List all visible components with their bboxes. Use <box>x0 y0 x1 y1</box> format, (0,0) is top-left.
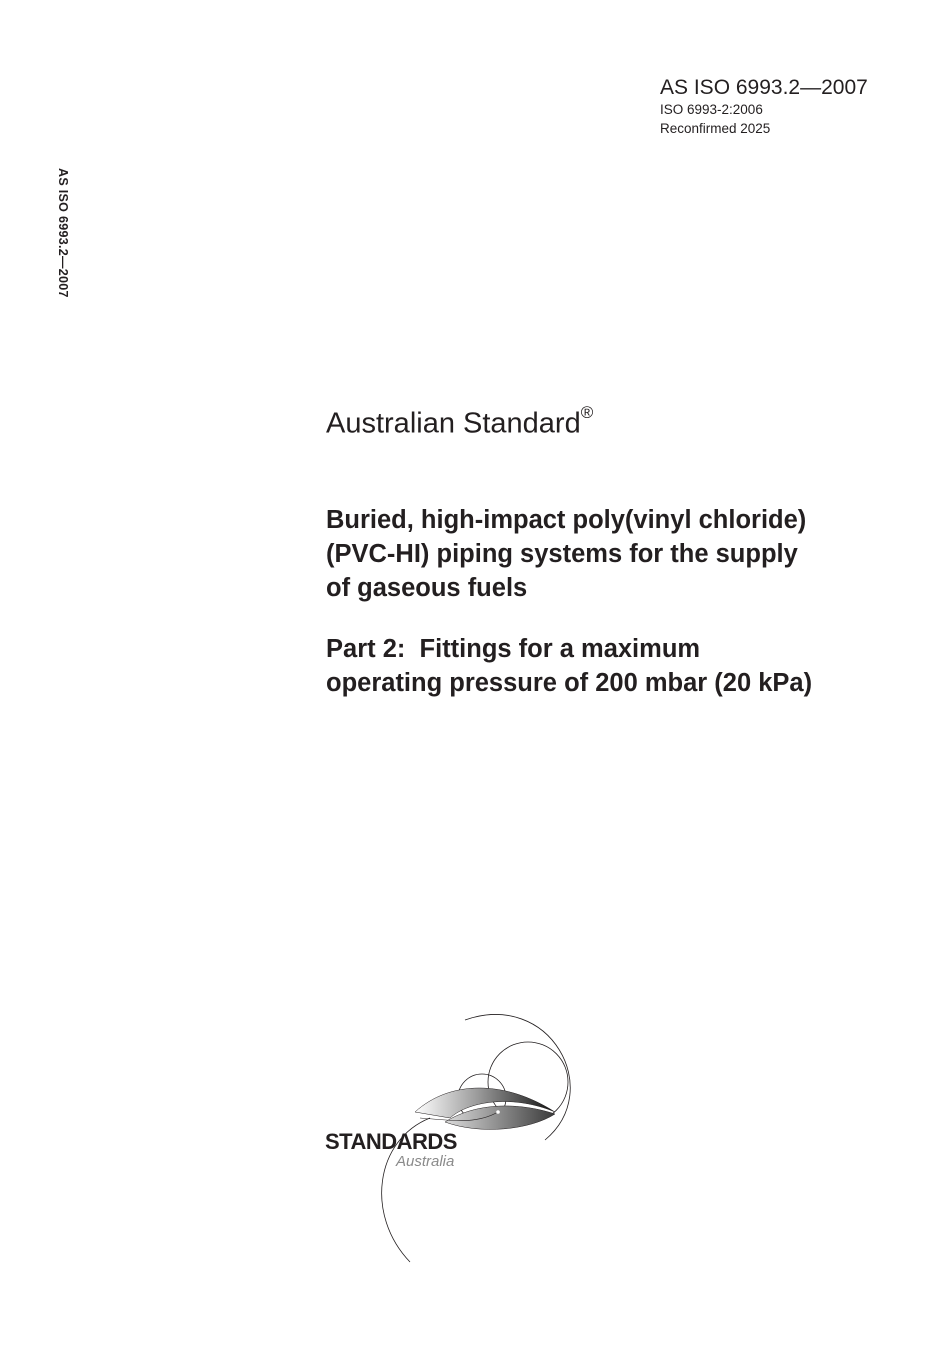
spine-document-code: AS ISO 6993.2—2007 <box>56 168 70 298</box>
document-header <box>660 76 920 138</box>
document-title <box>326 503 916 605</box>
standard-designation: AS ISO 6993.2—2007 <box>660 76 868 99</box>
iso-reference: ISO 6993-2:2006 <box>660 102 763 117</box>
title-line: Buried, high-impact poly(vinyl chloride) <box>326 506 807 534</box>
standard-type-label <box>326 397 593 444</box>
part-title-line: Part 2: Fittings for a maximum <box>326 635 701 663</box>
standard-type-text: Australian Standard <box>326 407 581 440</box>
logo-wordmark: STANDARDS <box>325 1129 457 1154</box>
registered-mark: ® <box>580 403 594 422</box>
title-line: (PVC-HI) piping systems for the supply <box>326 540 798 568</box>
reconfirmed-note: Reconfirmed 2025 <box>660 121 771 136</box>
standards-australia-logo <box>320 1000 600 1270</box>
document-part-title <box>326 632 916 700</box>
title-line: of gaseous fuels <box>326 574 528 602</box>
standards-australia-swirl-icon <box>320 1000 600 1270</box>
logo-sub-wordmark: Australia <box>396 1153 455 1170</box>
part-title-line: operating pressure of 200 mbar (20 kPa) <box>326 669 813 697</box>
